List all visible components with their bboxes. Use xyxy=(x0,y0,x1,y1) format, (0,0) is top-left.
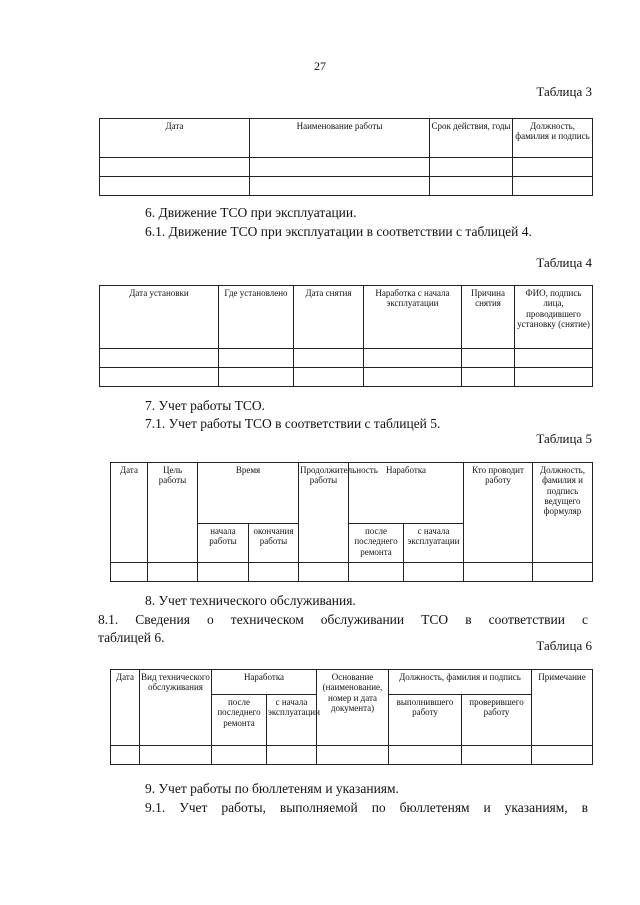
table-cell xyxy=(533,563,593,582)
table-cell xyxy=(250,177,430,196)
table-row xyxy=(111,563,593,582)
table6-header-since-start: с начала эксплуатации xyxy=(267,695,317,746)
table-cell xyxy=(219,368,294,387)
table5-header-duration: Продолжительность работы xyxy=(299,463,349,563)
section8-heading: 8. Учет технического обслуживания. xyxy=(145,593,356,608)
table4-header-person: ФИО, подпись лица, проводившего установку (снятие) xyxy=(515,286,593,349)
table-cell xyxy=(100,368,219,387)
table-cell xyxy=(111,746,140,765)
table-cell xyxy=(100,158,250,177)
table-cell xyxy=(515,368,593,387)
table5-header-position: Должность, фамилия и подпись ведущего формуляр xyxy=(533,463,593,563)
table-cell xyxy=(404,563,464,582)
table-cell xyxy=(389,746,462,765)
table-cell xyxy=(111,563,148,582)
table-cell xyxy=(148,563,198,582)
section6-text: 6.1. Движение ТСО при эксплуатации в соответствии с таблицей 4. xyxy=(145,224,532,239)
table5-header-who: Кто проводит работу xyxy=(464,463,533,563)
table6-header-basis: Основание (наименование, номер и дата документа) xyxy=(317,670,389,746)
table5-header-date: Дата xyxy=(111,463,148,563)
table-cell xyxy=(212,746,267,765)
table-cell xyxy=(513,158,593,177)
page-number: 27 xyxy=(314,59,326,73)
table-cell xyxy=(462,368,515,387)
table3-header-signature: Должность, фамилия и подпись xyxy=(513,119,593,158)
table6-header-performed: выполнившего работу xyxy=(389,695,462,746)
table5-header-after-repair: после последнего ремонта xyxy=(349,524,404,563)
table4 xyxy=(99,285,593,387)
section9-heading: 9. Учет работы по бюллетеням и указаниям. xyxy=(145,781,399,796)
table6-caption: Таблица 6 xyxy=(536,638,592,653)
table5-caption: Таблица 5 xyxy=(536,431,592,446)
table-cell xyxy=(462,746,532,765)
table4-header-location: Где установлено xyxy=(219,286,294,349)
table-header-row xyxy=(111,670,593,695)
table-cell xyxy=(364,368,462,387)
table6-header-note: Примечание xyxy=(532,670,593,746)
table-cell xyxy=(349,563,404,582)
table6-header-date: Дата xyxy=(111,670,140,746)
section7-text: 7.1. Учет работы ТСО в соответствии с таблицей 5. xyxy=(145,416,441,431)
section6-heading: 6. Движение ТСО при эксплуатации. xyxy=(145,205,357,220)
table-row xyxy=(100,368,593,387)
section8-text-line1: 8.1. Сведения о техническом обслуживании ТСО в соответствии с xyxy=(98,612,588,627)
table-cell xyxy=(250,158,430,177)
table6-header-type: Вид технического обслуживания xyxy=(140,670,212,746)
table3-header-work: Наименование работы xyxy=(250,119,430,158)
table6-header-position: Должность, фамилия и подпись xyxy=(389,670,532,695)
table5-header-since-start: с начала эксплуатации xyxy=(404,524,464,563)
table6 xyxy=(110,669,593,765)
table-cell xyxy=(515,349,593,368)
table5 xyxy=(110,462,593,582)
table-header-row xyxy=(100,286,593,349)
section9-text: 9.1. Учет работы, выполняемой по бюллетеням и указаниям, в xyxy=(145,800,588,815)
table-cell xyxy=(464,563,533,582)
section7-heading: 7. Учет работы ТСО. xyxy=(145,398,266,413)
table-header-row xyxy=(111,463,593,524)
table5-header-purpose: Цель работы xyxy=(148,463,198,563)
table3-header-term: Срок действия, годы xyxy=(430,119,513,158)
table5-header-start: начала работы xyxy=(198,524,249,563)
table-cell xyxy=(100,177,250,196)
table-cell xyxy=(299,563,349,582)
table6-header-after-repair: после последнего ремонта xyxy=(212,695,267,746)
table4-caption: Таблица 4 xyxy=(536,255,592,270)
table-cell xyxy=(317,746,389,765)
table-cell xyxy=(249,563,299,582)
table-row xyxy=(111,746,593,765)
table-cell xyxy=(430,158,513,177)
table6-header-checked: проверившего работу xyxy=(462,695,532,746)
table-cell xyxy=(267,746,317,765)
table-cell xyxy=(430,177,513,196)
table-cell xyxy=(462,349,515,368)
table-row xyxy=(100,349,593,368)
table3 xyxy=(99,118,593,196)
table-row xyxy=(100,177,593,196)
table-cell xyxy=(294,349,364,368)
table-cell xyxy=(219,349,294,368)
table4-header-install-date: Дата установки xyxy=(100,286,219,349)
table5-header-runtime: Наработка xyxy=(349,463,464,524)
section8-text-line2: таблицей 6. xyxy=(98,630,165,645)
table-cell xyxy=(532,746,593,765)
table5-header-end: окончания работы xyxy=(249,524,299,563)
table-cell xyxy=(364,349,462,368)
table5-header-time: Время xyxy=(198,463,299,524)
table6-header-runtime: Наработка xyxy=(212,670,317,695)
table-row xyxy=(100,158,593,177)
table-cell xyxy=(140,746,212,765)
table-header-row xyxy=(100,119,593,158)
table3-header-date: Дата xyxy=(100,119,250,158)
table3-caption: Таблица 3 xyxy=(536,84,592,99)
table4-header-removal-date: Дата снятия xyxy=(294,286,364,349)
table4-header-reason: Причина снятия xyxy=(462,286,515,349)
table4-header-runtime: Наработка с начала эксплуатации xyxy=(364,286,462,349)
table-cell xyxy=(513,177,593,196)
table-cell xyxy=(100,349,219,368)
table-cell xyxy=(198,563,249,582)
table-cell xyxy=(294,368,364,387)
